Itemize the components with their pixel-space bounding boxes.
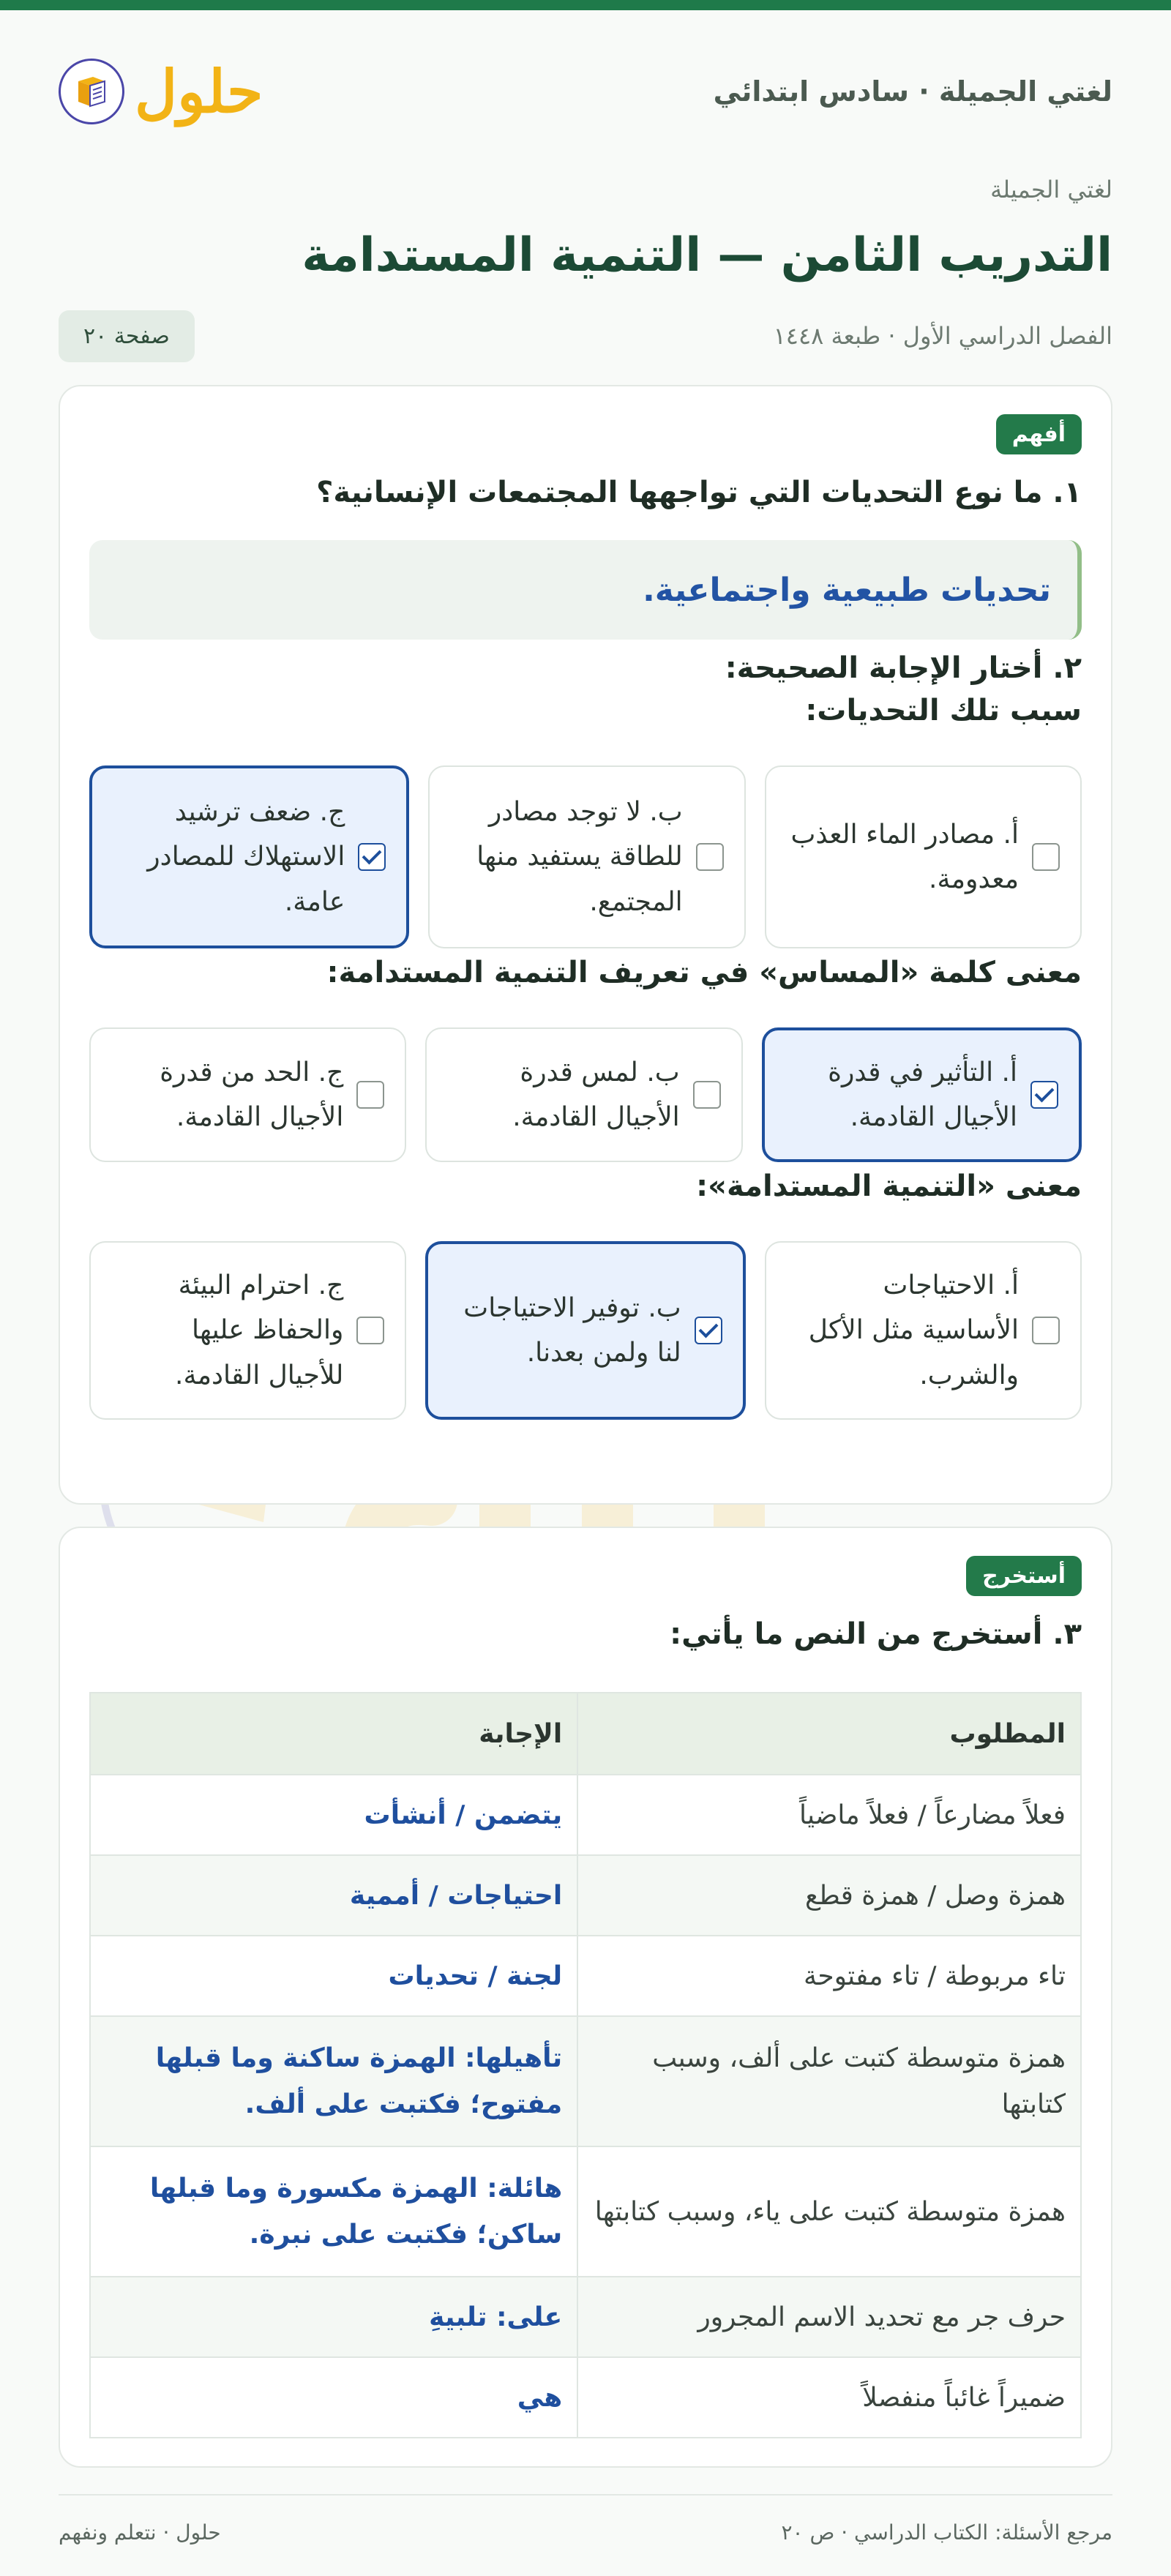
table-row [90, 1855, 1081, 1936]
question-3: ٣. أستخرج من النص ما يأتي: [670, 1617, 1082, 1651]
book-icon [59, 59, 124, 124]
page-footer [59, 2512, 1112, 2553]
option-card[interactable] [89, 1027, 406, 1162]
option-text: ج. الحد من قدرة الأجيال القادمة. [160, 1057, 344, 1132]
option-text: أ. التأثير في قدرة الأجيال القادمة. [828, 1057, 1017, 1132]
checkbox-icon[interactable] [693, 1081, 721, 1109]
answer-cell: تأهيلها: الهمزة ساكنة وما قبلها مفتوح؛ فكتبت على ألف. [90, 2016, 577, 2146]
section-tag-extract: أستخرج [966, 1556, 1082, 1596]
question-1: ١. ما نوع التحديات التي تواجهها المجتمعات الإنسانية؟ [316, 476, 1082, 509]
footer-divider [59, 2494, 1112, 2496]
required-cell: حرف جر مع تحديد الاسم المجرور [577, 2277, 1081, 2357]
column-header-required: المطلوب [577, 1693, 1081, 1775]
group-1-options [89, 765, 1082, 948]
extraction-table [89, 1692, 1082, 2438]
required-cell: همزة متوسطة كتبت على ياء، وسبب كتابتها [577, 2146, 1081, 2277]
group-3-prompt: معنى «التنمية المستدامة»: [696, 1169, 1082, 1203]
group-2-options [89, 1027, 1082, 1162]
page-number-chip: صفحة ٢٠ [59, 310, 195, 362]
checkbox-icon[interactable] [695, 1317, 722, 1344]
logo-wordmark: حلول [135, 57, 263, 126]
understand-section-card [59, 385, 1112, 1505]
subject-label: لغتي الجميلة [990, 176, 1112, 203]
option-text: ب. لا توجد مصادر للطاقة يستفيد منها المجتمع. [476, 797, 683, 917]
footer-source: مرجع الأسئلة: الكتاب الدراسي · ص ٢٠ [781, 2520, 1112, 2545]
checkbox-icon[interactable] [696, 843, 724, 871]
answer-cell: لجنة / تحديات [90, 1936, 577, 2016]
page-title: التدريب الثامن — التنمية المستدامة [302, 228, 1112, 282]
answer-cell: هي [90, 2357, 577, 2438]
option-card[interactable] [762, 1027, 1082, 1162]
option-text: ج. ضعف ترشيد الاستهلاك للمصادر عامة. [147, 797, 345, 917]
option-card[interactable] [428, 765, 745, 948]
option-text: أ. مصادر الماء العذب معدومة. [790, 819, 1019, 894]
question-2: ٢. أختار الإجابة الصحيحة: [725, 651, 1082, 685]
option-card[interactable] [89, 765, 409, 948]
question-1-answer: تحديات طبيعية واجتماعية. [89, 540, 1082, 640]
required-cell: همزة متوسطة كتبت على ألف، وسبب كتابتها [577, 2016, 1081, 2146]
top-accent-bar [0, 0, 1171, 10]
required-cell: فعلاً مضارعاً / فعلاً ماضياً [577, 1775, 1081, 1855]
semester-info: الفصل الدراسي الأول · طبعة ١٤٤٨ [773, 322, 1112, 350]
option-text: ج. احترام البيئة والحفاظ عليها للأجيال القادمة. [175, 1270, 344, 1390]
answer-cell: احتياجات / أممية [90, 1855, 577, 1936]
checkbox-icon[interactable] [356, 1081, 384, 1109]
brand-line: لغتي الجميلة · سادس ابتدائي [713, 75, 1112, 108]
checkbox-icon[interactable] [1032, 1317, 1060, 1344]
answer-cell: يتضمن / أنشأت [90, 1775, 577, 1855]
table-row [90, 2357, 1081, 2438]
checkbox-icon[interactable] [1032, 843, 1060, 871]
required-cell: همزة وصل / همزة قطع [577, 1855, 1081, 1936]
checkbox-icon[interactable] [358, 843, 386, 871]
checkbox-icon[interactable] [1030, 1081, 1058, 1109]
footer-tagline: حلول · نتعلم ونفهم [59, 2520, 221, 2545]
option-card[interactable] [765, 1241, 1082, 1420]
option-card[interactable] [89, 1241, 406, 1420]
page-header [59, 10, 1112, 173]
meta-row [59, 296, 1112, 376]
checkbox-icon[interactable] [356, 1317, 384, 1344]
table-row [90, 1775, 1081, 1855]
section-tag-understand: أفهم [996, 414, 1082, 454]
option-card[interactable] [765, 765, 1082, 948]
group-3-options [89, 1241, 1082, 1420]
option-text: ب. لمس قدرة الأجيال القادمة. [512, 1057, 680, 1132]
site-logo[interactable] [59, 59, 263, 124]
answer-cell: على: تلبيةِ [90, 2277, 577, 2357]
required-cell: تاء مربوطة / تاء مفتوحة [577, 1936, 1081, 2016]
table-row [90, 2277, 1081, 2357]
extract-section-card [59, 1527, 1112, 2468]
table-row [90, 2146, 1081, 2277]
column-header-answer: الإجابة [90, 1693, 577, 1775]
option-text: أ. الاحتياجات الأساسية مثل الأكل والشرب. [808, 1270, 1019, 1390]
option-card[interactable] [425, 1027, 742, 1162]
required-cell: ضميراً غائباً منفصلاً [577, 2357, 1081, 2438]
option-card[interactable] [425, 1241, 745, 1420]
option-text: ب. توفير الاحتياجات لنا ولمن بعدنا. [463, 1292, 681, 1368]
table-row [90, 1936, 1081, 2016]
table-row [90, 2016, 1081, 2146]
group-2-prompt: معنى كلمة «المساس» في تعريف التنمية المستدامة: [326, 956, 1082, 989]
answer-cell: هائلة: الهمزة مكسورة وما قبلها ساكن؛ فكتبت على نبرة. [90, 2146, 577, 2277]
group-1-prompt: سبب تلك التحديات: [805, 694, 1082, 727]
